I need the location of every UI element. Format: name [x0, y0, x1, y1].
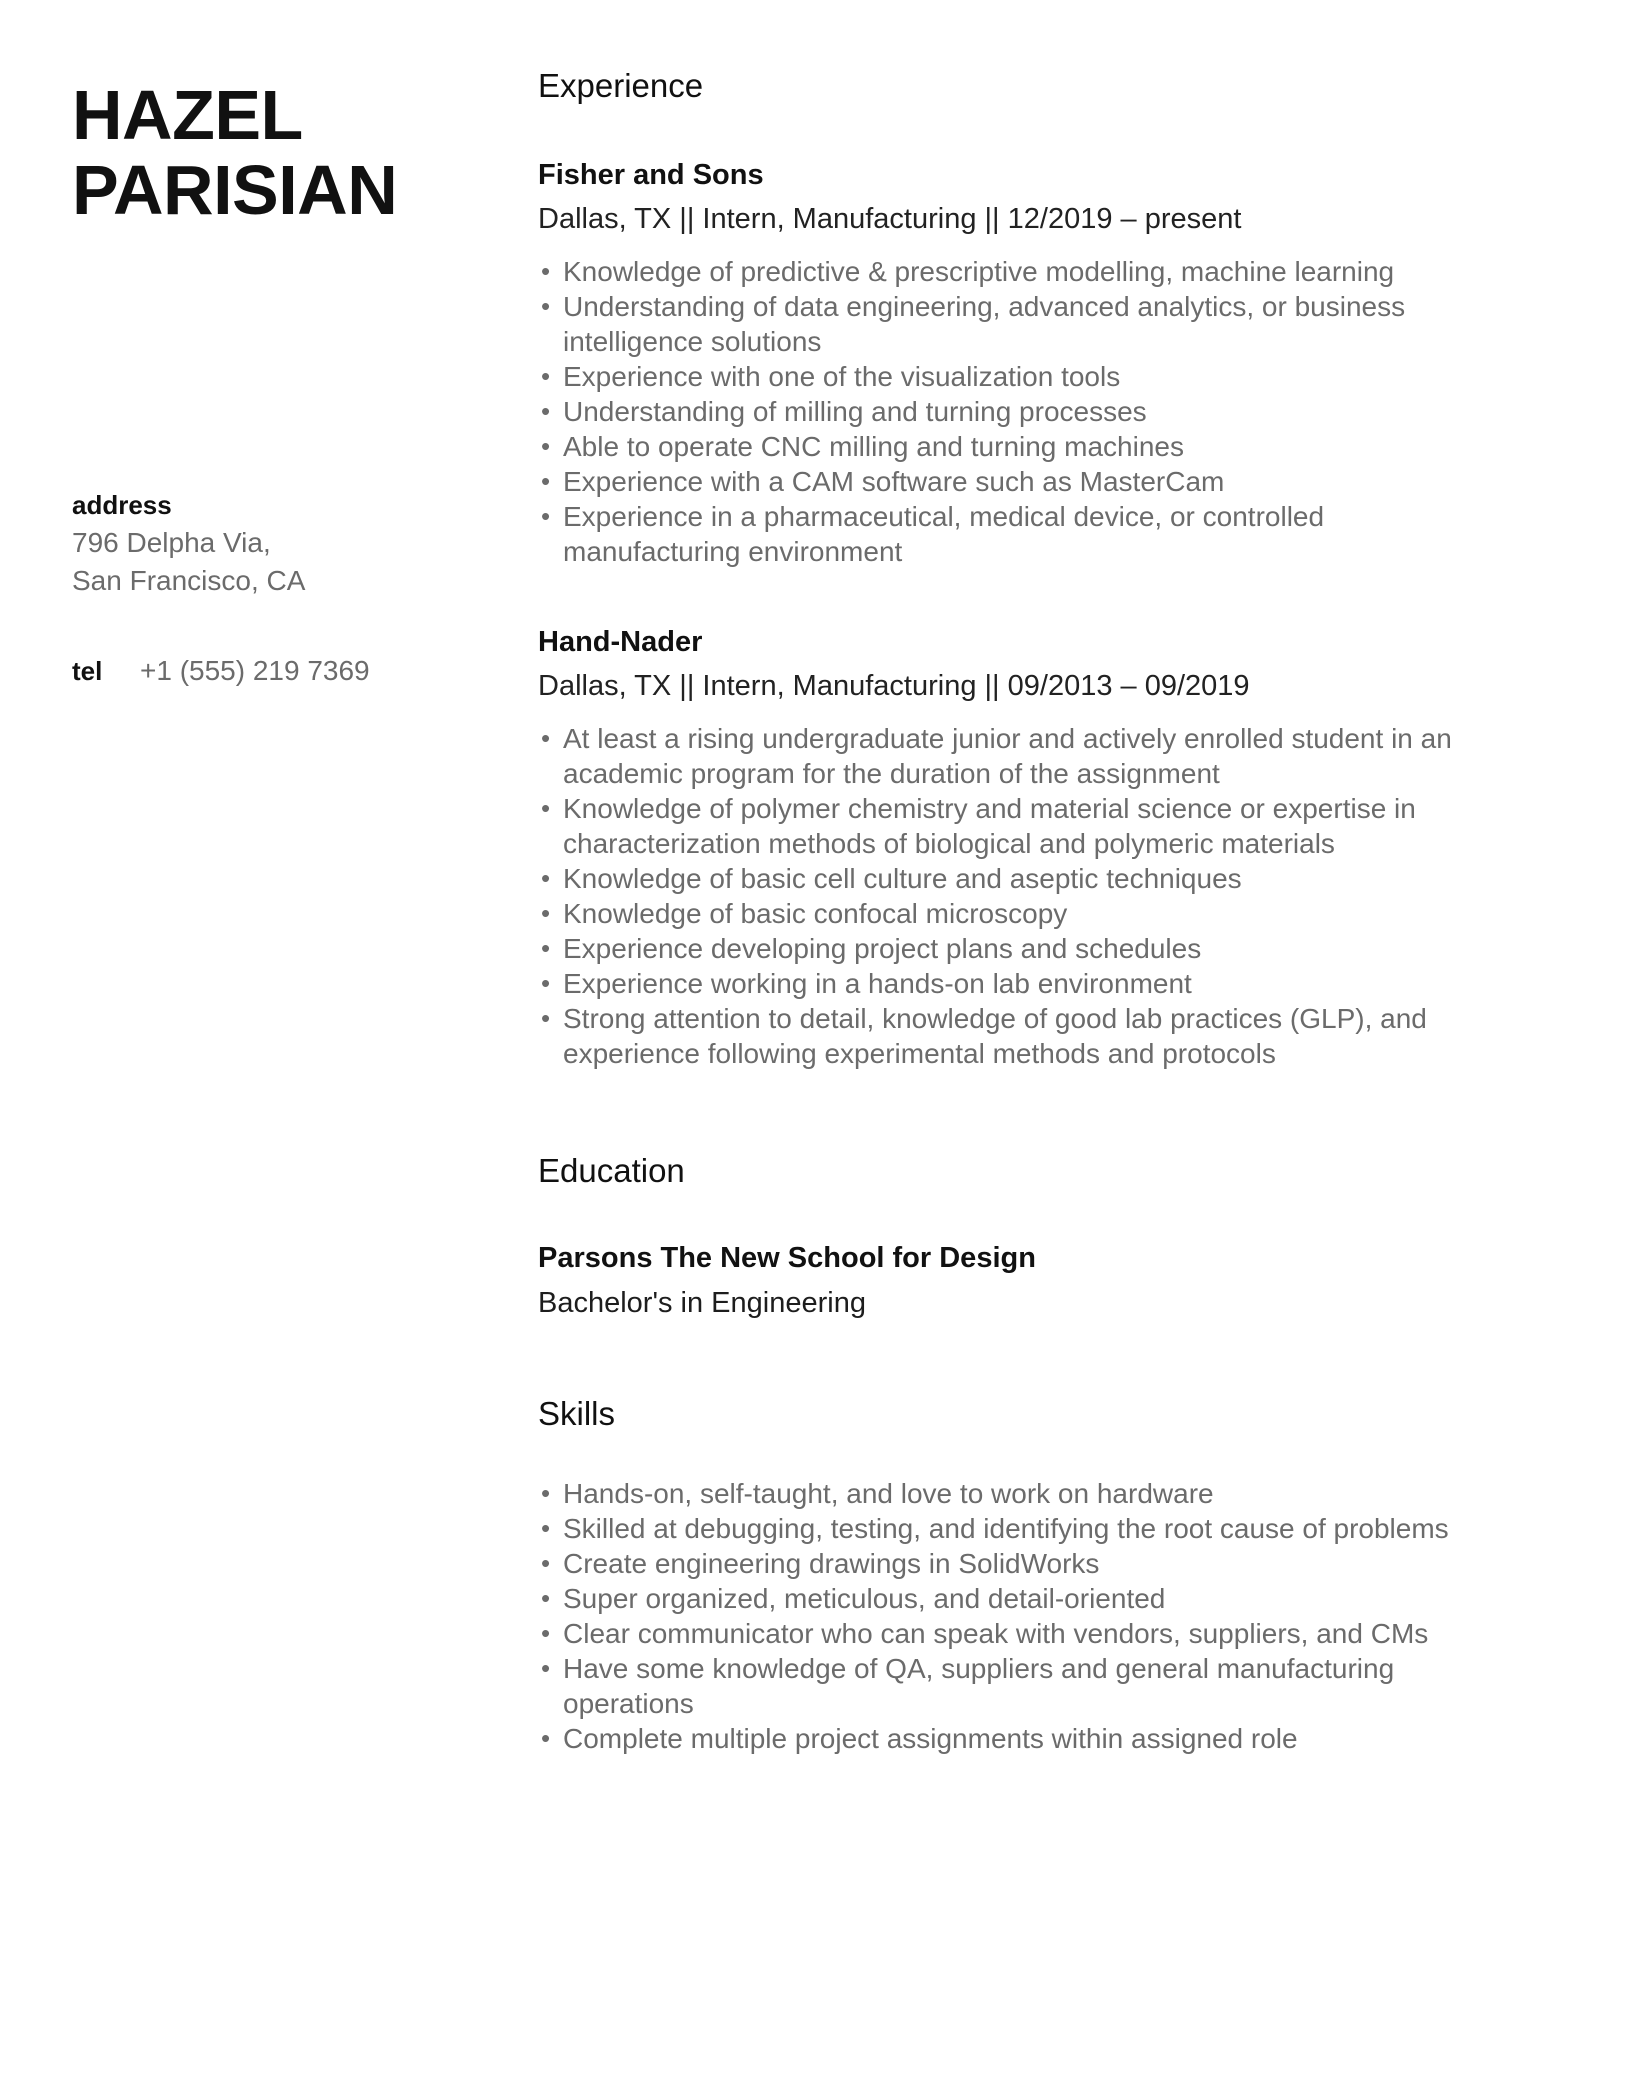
tel-value: +1 (555) 219 7369	[140, 655, 370, 686]
experience-entry	[538, 623, 1463, 1071]
job-bullet: • Experience with one of the visualization tools	[538, 359, 1463, 394]
skill-bullet: • Create engineering drawings in SolidWorks	[538, 1546, 1463, 1581]
job-meta: Dallas, TX || Intern, Manufacturing || 12/2019 – present	[538, 203, 1242, 235]
skills-section	[538, 1394, 1463, 1756]
company-name: Hand-Nader	[538, 626, 703, 658]
skill-bullet: • Hands-on, self-taught, and love to work on hardware	[538, 1476, 1463, 1511]
experience-entry	[538, 156, 1463, 569]
tel-label: tel	[72, 656, 103, 686]
job-bullet: • Strong attention to detail, knowledge of good lab practices (GLP), and experience following experimental methods and protocols	[538, 1001, 1463, 1071]
degree: Bachelor's in Engineering	[538, 1287, 866, 1319]
left-column	[0, 0, 538, 690]
job-bullet: • Knowledge of basic cell culture and aseptic techniques	[538, 861, 1463, 896]
right-column	[538, 0, 1463, 1756]
job-bullet-list	[538, 721, 1463, 1071]
job-bullet: • At least a rising undergraduate junior and actively enrolled student in an academic program for the duration of the assignment	[538, 721, 1463, 791]
job-bullet: • Understanding of milling and turning processes	[538, 394, 1463, 429]
job-bullet: • Knowledge of basic confocal microscopy	[538, 896, 1463, 931]
section-title-skills: Skills	[538, 1395, 616, 1432]
job-bullet-list	[538, 254, 1463, 569]
skill-bullet: • Skilled at debugging, testing, and identifying the root cause of problems	[538, 1511, 1463, 1546]
education-section	[538, 1151, 1463, 1322]
section-title-education: Education	[538, 1152, 685, 1189]
contact-block	[72, 486, 538, 690]
candidate-last-name: PARISIAN	[72, 151, 398, 229]
address-line-1: 796 Delpha Via,	[72, 527, 271, 558]
candidate-first-name: HAZEL	[72, 76, 303, 154]
address-line-2: San Francisco, CA	[72, 565, 306, 596]
address-label: address	[72, 490, 172, 520]
job-bullet: • Experience in a pharmaceutical, medical device, or controlled manufacturing environment	[538, 499, 1463, 569]
company-name: Fisher and Sons	[538, 159, 764, 191]
skill-bullet: • Have some knowledge of QA, suppliers and general manufacturing operations	[538, 1651, 1463, 1721]
job-bullet: • Experience developing project plans and schedules	[538, 931, 1463, 966]
job-bullet: • Knowledge of predictive & prescriptive modelling, machine learning	[538, 254, 1463, 289]
skill-bullet: • Complete multiple project assignments within assigned role	[538, 1721, 1463, 1756]
job-bullet: • Experience working in a hands-on lab environment	[538, 966, 1463, 1001]
job-bullet: • Understanding of data engineering, advanced analytics, or business intelligence solutions	[538, 289, 1463, 359]
job-bullet: • Knowledge of polymer chemistry and material science or expertise in characterization methods of biological and polymeric materials	[538, 791, 1463, 861]
skills-bullet-list	[538, 1476, 1463, 1756]
job-bullet: • Experience with a CAM software such as MasterCam	[538, 464, 1463, 499]
job-bullet: • Able to operate CNC milling and turning machines	[538, 429, 1463, 464]
skill-bullet: • Super organized, meticulous, and detail-oriented	[538, 1581, 1463, 1616]
tel-row	[72, 652, 538, 690]
skill-bullet: • Clear communicator who can speak with vendors, suppliers, and CMs	[538, 1616, 1463, 1651]
job-meta: Dallas, TX || Intern, Manufacturing || 09/2013 – 09/2019	[538, 670, 1250, 702]
section-title-experience: Experience	[538, 67, 704, 104]
candidate-name	[72, 78, 538, 228]
school-name: Parsons The New School for Design	[538, 1242, 1036, 1274]
